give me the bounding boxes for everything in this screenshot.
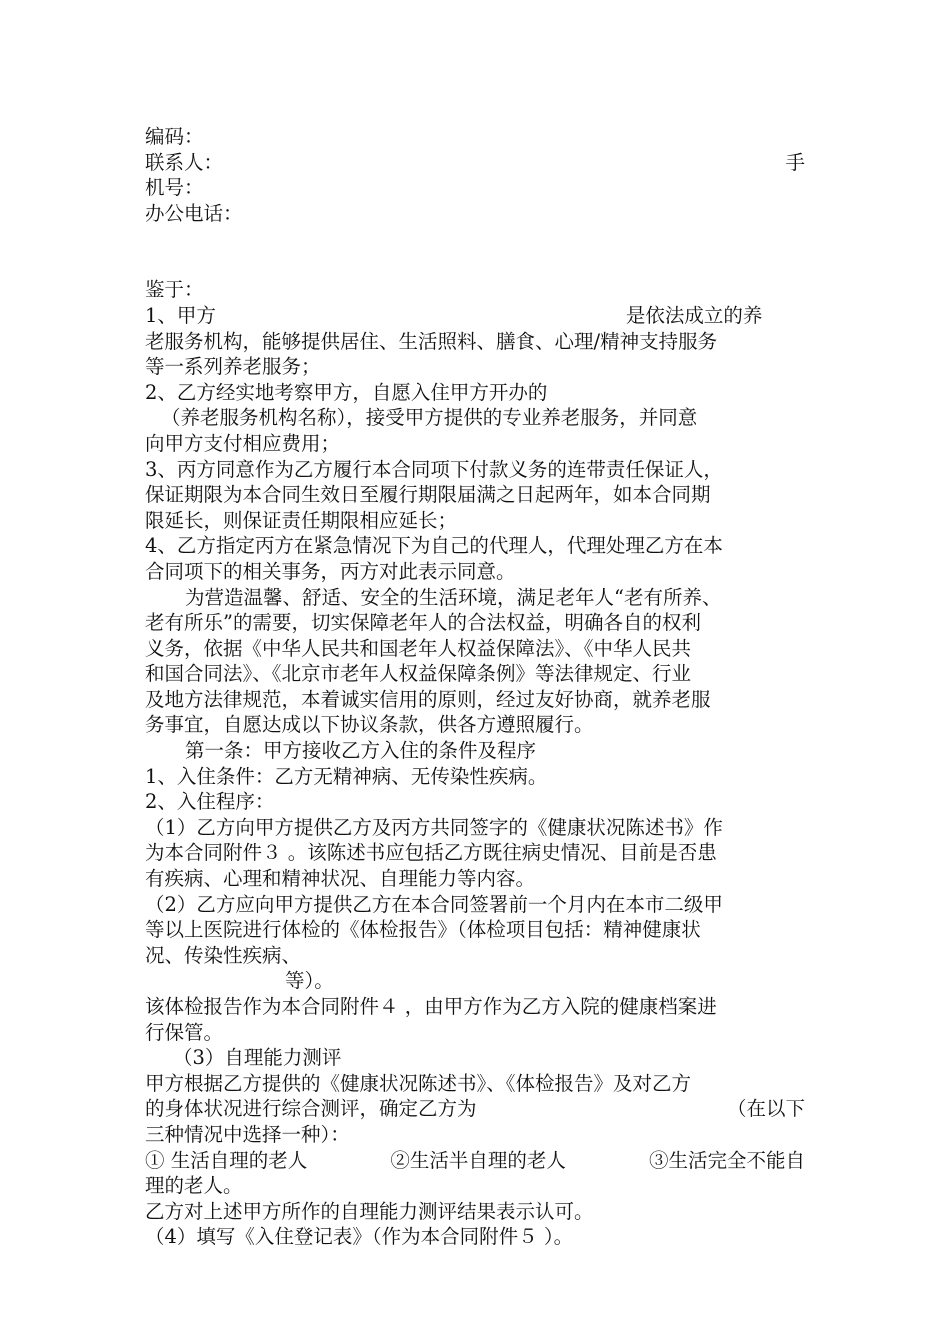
clause-2-line-1: 2、乙方经实地考察甲方，自愿入住甲方开办的	[145, 380, 548, 404]
procedure-4-line: （4）填写《入住登记表》（作为本合同附件５ ）。	[145, 1225, 574, 1249]
whereas-heading: 鉴于：	[145, 278, 204, 302]
mobile-label-start: 手	[785, 150, 805, 174]
preamble-line-5: 及地方法律规范，本着诚实信用的原则，经过友好协商，就养老服	[145, 687, 711, 711]
admission-conditions: 1、入住条件：乙方无精神病、无传染性疾病。	[145, 764, 548, 788]
option-3: ③生活完全不能自	[648, 1148, 805, 1172]
procedure-1-line-3: 有疾病、心理和精神状况、自理能力等内容。	[145, 867, 536, 891]
procedure-2-line-3: 况、传染性疾病、	[145, 943, 302, 967]
contact-line	[145, 150, 805, 176]
clause-3-line-1: 3、丙方同意作为乙方履行本合同项下付款义务的连带责任保证人，	[145, 457, 723, 481]
contact-label: 联系人：	[145, 150, 224, 174]
preamble-line-1: 为营造温馨、舒适、安全的生活环境，满足老年人“老有所养、	[185, 585, 722, 609]
admission-procedure-heading: 2、入住程序：	[145, 790, 275, 814]
self-care-options-end: 理的老人。	[145, 1174, 243, 1198]
procedure-2-line-5: 该体检报告作为本合同附件４ ，由甲方作为乙方入院的健康档案进	[145, 995, 717, 1018]
preamble-line-4: 和国合同法》、《北京市老年人权益保障条例》等法律规定、行业	[145, 662, 692, 686]
clause-1-line-3: 等一系列养老服务；	[145, 355, 321, 379]
code-line: 编码：	[145, 125, 204, 148]
option-2: ②生活半自理的老人	[390, 1148, 566, 1172]
preamble-line-3: 义务，依据《中华人民共和国老年人权益保障法》、《中华人民共	[145, 636, 692, 660]
clause-4-line-2: 合同项下的相关事务，丙方对此表示同意。	[145, 559, 516, 583]
spacer	[145, 226, 805, 277]
clause-1-line-1: 1、甲方 是依法成立的养	[145, 303, 763, 327]
procedure-1-line-1: （1）乙方向甲方提供乙方及丙方共同签字的《健康状况陈述书》作	[145, 815, 723, 839]
procedure-2-line-2: 等以上医院进行体检的《体检报告》（体检项目包括：精神健康状	[145, 918, 701, 942]
clause-3-line-3: 限延长，则保证责任期限相应延长；	[145, 508, 458, 532]
procedure-3-heading: （3）自理能力测评	[173, 1046, 342, 1070]
procedure-1-line-2: 为本合同附件３ 。该陈述书应包括乙方既往病史情况、目前是否患	[145, 841, 717, 865]
mobile-label-end: 机号：	[145, 176, 204, 200]
preamble-line-6: 务事宜，自愿达成以下协议条款，供各方遵照履行。	[145, 713, 594, 737]
clause-2-line-3: 向甲方支付相应费用；	[145, 431, 341, 455]
self-care-options	[145, 1148, 805, 1174]
procedure-2-line-6: 行保管。	[145, 1020, 224, 1044]
preamble-line-2: 老有所乐”的需要，切实保障老年人的合法权益，明确各自的权利	[145, 611, 701, 635]
clause-1-line-2: 老服务机构，能够提供居住、生活照料、膳食、心理/精神支持服务	[145, 329, 718, 353]
procedure-2-line-4: 等）。	[285, 969, 334, 993]
clause-3-line-2: 保证期限为本合同生效日至履行期限届满之日起两年，如本合同期	[145, 483, 711, 507]
self-care-acknowledgement: 乙方对上述甲方所作的自理能力测评结果表示认可。	[145, 1199, 594, 1223]
contract-page	[145, 124, 805, 1250]
procedure-3-line-3: 三种情况中选择一种）：	[145, 1122, 350, 1146]
procedure-2-line-1: （2）乙方应向甲方提供乙方在本合同签署前一个月内在本市二级甲	[145, 892, 723, 916]
clause-2-line-2: （养老服务机构名称），接受甲方提供的专业养老服务，并同意	[161, 406, 698, 430]
office-phone-line: 办公电话：	[145, 201, 243, 225]
procedure-3-line-2: 的身体状况进行综合测评，确定乙方为 （在以下	[145, 1097, 805, 1121]
article-1-heading: 第一条：甲方接收乙方入住的条件及程序	[185, 739, 537, 763]
clause-4-line-1: 4、乙方指定丙方在紧急情况下为自己的代理人，代理处理乙方在本	[145, 534, 723, 558]
option-1: ① 生活自理的老人	[145, 1148, 308, 1172]
procedure-3-line-1: 甲方根据乙方提供的《健康状况陈述书》、《体检报告》及对乙方	[145, 1071, 692, 1095]
